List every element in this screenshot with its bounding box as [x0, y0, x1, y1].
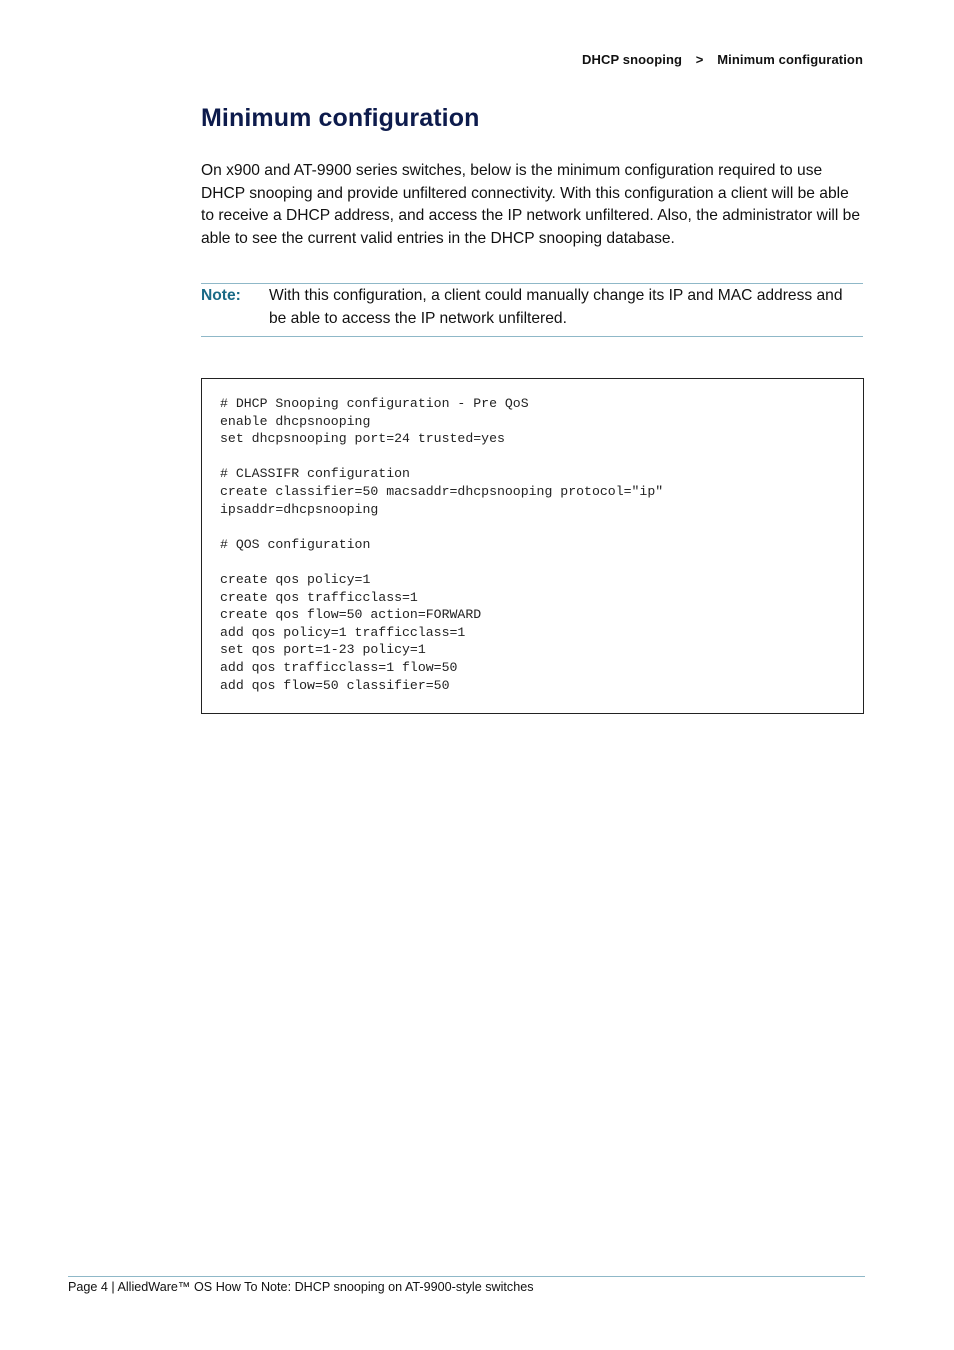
note-box — [201, 283, 863, 337]
footer-text: Page 4 | AlliedWare™ OS How To Note: DHCP snooping on AT-9900-style switches — [68, 1280, 534, 1294]
header-separator: > — [695, 52, 704, 67]
running-header — [582, 52, 863, 67]
header-section: DHCP snooping — [582, 52, 683, 67]
page-title: Minimum configuration — [201, 104, 480, 132]
footer-divider — [68, 1276, 865, 1277]
note-text: With this configuration, a client could manually change its IP and MAC address and be able to access the IP network unfiltered. — [269, 287, 843, 327]
code-block — [201, 378, 864, 714]
header-subsection: Minimum configuration — [717, 52, 863, 67]
intro-paragraph: On x900 and AT-9900 series switches, below is the minimum configuration required to use DHCP snooping and provide unfiltered connectivity. With this configuration a client will be able to receive a DHCP address, and access the IP network unfiltered. Also, the administrator will be able to see the current valid entries in the DHCP snooping database. — [201, 162, 861, 247]
note-label: Note: — [201, 287, 241, 304]
code-listing: # DHCP Snooping configuration - Pre QoS enable dhcpsnooping set dhcpsnooping port=24 trusted=yes # CLASSIFR configuration create classifier=50 macsaddr=dhcpsnooping protocol="ip" ipsaddr=dhcpsnooping # QOS configuration create qos policy=1 create qos trafficclass=1 create qos flow=50 action=FORWARD add qos policy=1 trafficclass=1 set qos port=1-23 policy=1 add qos trafficclass=1 flow=50 add qos flow=50 classifier=50 — [220, 396, 664, 693]
